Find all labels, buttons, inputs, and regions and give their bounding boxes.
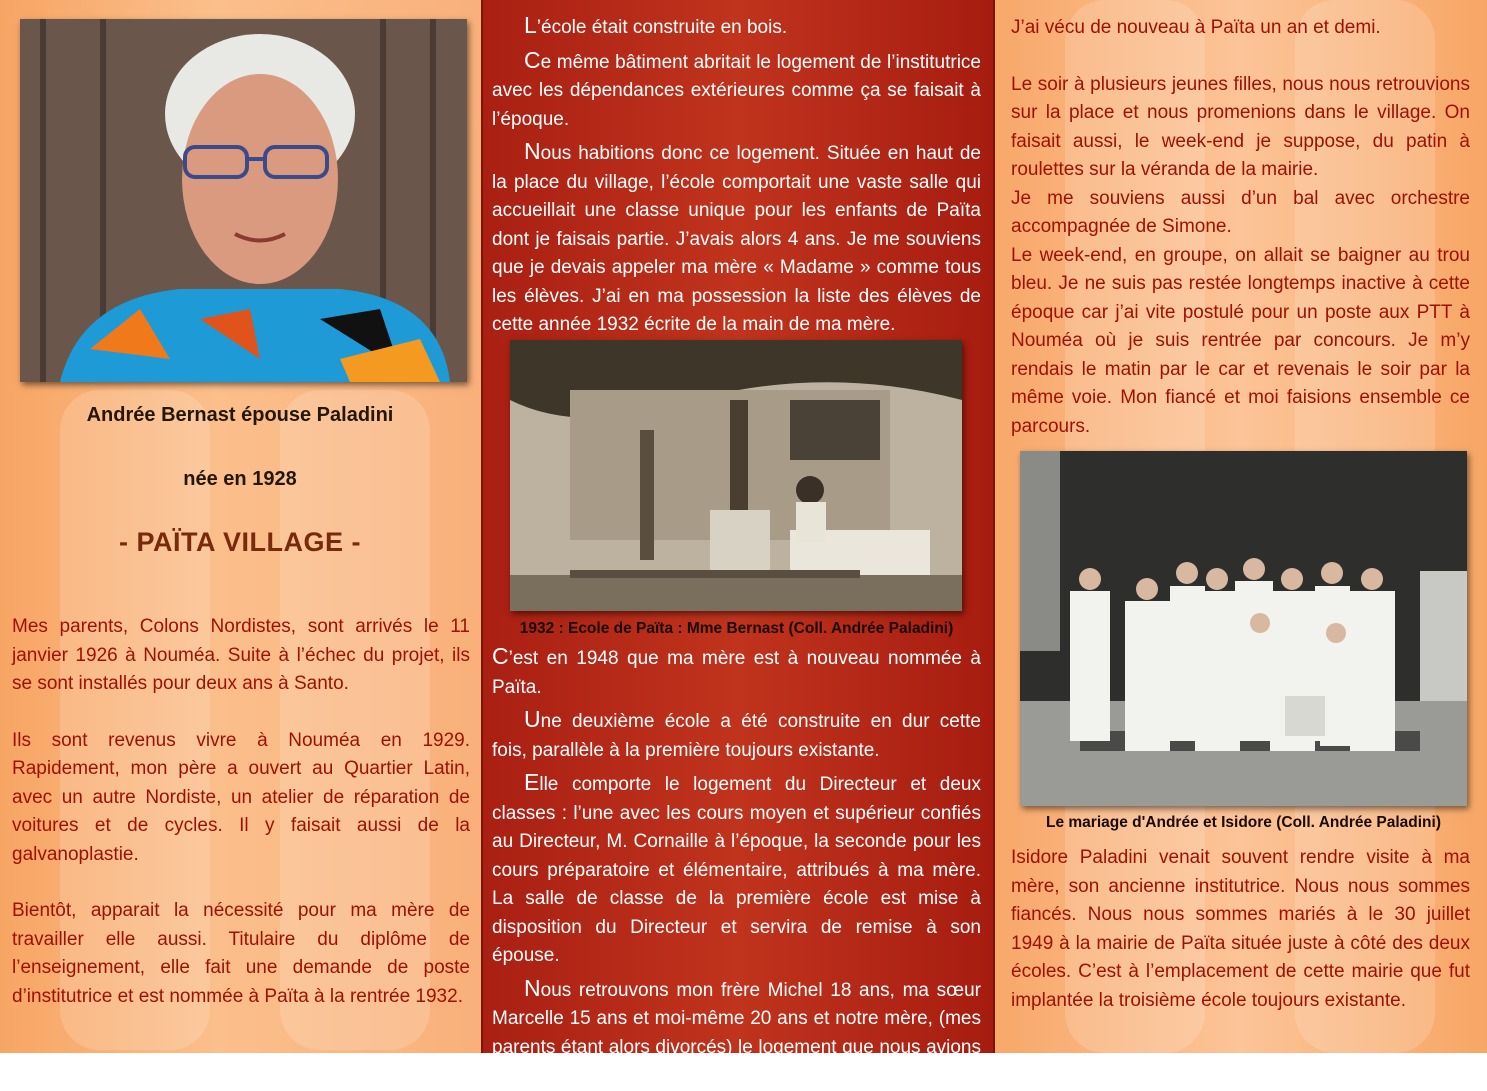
place-title: - PAÏTA VILLAGE - — [119, 527, 361, 557]
paragraph-text: ous retrouvons mon frère Michel 18 ans, ma sœur Marcelle 15 ans et moi-même 20 ans et notre mère, (mes parents étant alors divorcés) le logement que nous avions occupé seize ans plus tôt. — [492, 979, 981, 1086]
wedding-photo-caption: Le mariage d'Andrée et Isidore (Coll. Andrée Paladini) — [1045, 814, 1441, 831]
paragraph — [492, 137, 981, 340]
paragraph — [492, 768, 981, 971]
paragraph-text: ’est en 1948 que ma mère est à nouveau nommée à Païta. — [492, 648, 981, 698]
paragraph: Le week-end, en groupe, on allait se baigner au trou bleu. Je ne suis pas restée longtemps inactive à cette époque car j’ai vite postulé pour un poste aux PTT à Nouméa où je suis rentrée par concours. Je m’y rendais le matin par le car et revenais le soir par la même voie. Mon fiancé et moi faisions ensemble ce parcours. — [1011, 244, 1470, 437]
paragraph: Ils sont revenus vivre à Nouméa en 1929. Rapidement, mon père a ouvert au Quartier Latin, avec un autre Nordiste, un atelier de réparation de voitures et de cycles. Il y faisait aussi de la galvanoplastie. — [12, 729, 470, 865]
drop-initial: U — [524, 706, 541, 732]
drop-initial: N — [524, 138, 541, 164]
right-text-top — [1011, 14, 1470, 441]
paragraph-text: ous habitions donc ce logement. Située en haut de la place du village, l’école comportait une vaste salle qui accueillait une classe unique pour les enfants de Païta dont je faisais partie. J’avais alors 4 ans. Je me souviens que je devais appeler ma mère « Madame » comme tous les élèves. J’ai en ma possession la liste des élèves de cette année 1932 écrite de la main de ma mère. — [492, 143, 981, 335]
middle-text-bottom — [492, 642, 981, 1091]
person-name: Andrée Bernast épouse Paladini — [86, 404, 394, 426]
paragraph — [492, 642, 981, 702]
wedding-photo — [1020, 451, 1467, 806]
paragraph-text: ne deuxième école a été construite en dur cette fois, parallèle à la première toujours existante. — [492, 711, 981, 761]
school-photo — [510, 340, 962, 611]
middle-text-top — [492, 11, 981, 340]
paragraph-text: ’école était construite en bois. — [536, 17, 788, 38]
paragraph — [492, 46, 981, 135]
paragraph: Mes parents, Colons Nordistes, sont arrivés le 11 janvier 1926 à Nouméa. Suite à l’échec du projet, ils se sont installés pour deux ans à Santo. — [12, 616, 470, 694]
left-text-block — [12, 613, 470, 1011]
drop-initial: C — [492, 643, 509, 669]
paragraph: Isidore Paladini venait souvent rendre visite à ma mère, son ancienne institutrice. Nous nous sommes fiancés. Nous nous sommes mariés à le 30 juillet 1949 à la mairie de Païta située juste à côté des deux écoles. C’est à l’emplacement de cette mairie que fut implantée la troisième école toujours existante. — [1011, 847, 1470, 1011]
paragraph-text: lle comporte le logement du Directeur et deux classes : l’une avec les cours moyen et supérieur confiés au Directeur, M. Cornaille à l’époque, la seconde pour les cours préparatoire et élémentaire, attribués à ma mère. La salle de classe de la première école est mise à disposition du Directeur et servira de remise à son épouse. — [492, 774, 981, 966]
drop-initial: C — [524, 46, 541, 73]
drop-initial: N — [524, 974, 541, 1001]
paragraph: Je me souviens aussi d’un bal avec orchestre accompagnée de Simone. — [1011, 187, 1470, 237]
birth-year: née en 1928 — [183, 468, 297, 490]
paragraph — [492, 11, 981, 43]
paragraph: Le soir à plusieurs jeunes filles, nous nous retrouvions sur la place et nous promenions dans le village. On faisait aussi, le week-end je suppose, du patin à roulettes sur la véranda de la mairie. — [1011, 73, 1470, 180]
portrait-photo — [20, 19, 467, 382]
paragraph: J’ai vécu de nouveau à Païta un an et demi. — [1011, 17, 1381, 38]
paragraph: Bientôt, apparait la nécessité pour ma mère de travailler elle aussi. Titulaire du diplôme de l’enseignement, elle fait une demande de poste d’institutrice et est nommée à Païta à la rentrée 1932. — [12, 900, 470, 1007]
drop-initial: E — [524, 769, 540, 795]
paragraph — [492, 974, 981, 1091]
drop-initial: L — [524, 12, 537, 38]
right-text-bottom — [1011, 844, 1470, 1015]
paragraph — [492, 705, 981, 765]
paragraph-text: e même bâtiment abritait le logement de l’institutrice avec les dépendances extérieures comme ça se faisait à l’époque. — [492, 51, 981, 130]
school-photo-caption: 1932 : Ecole de Païta : Mme Bernast (Coll. Andrée Paladini) — [519, 620, 954, 637]
